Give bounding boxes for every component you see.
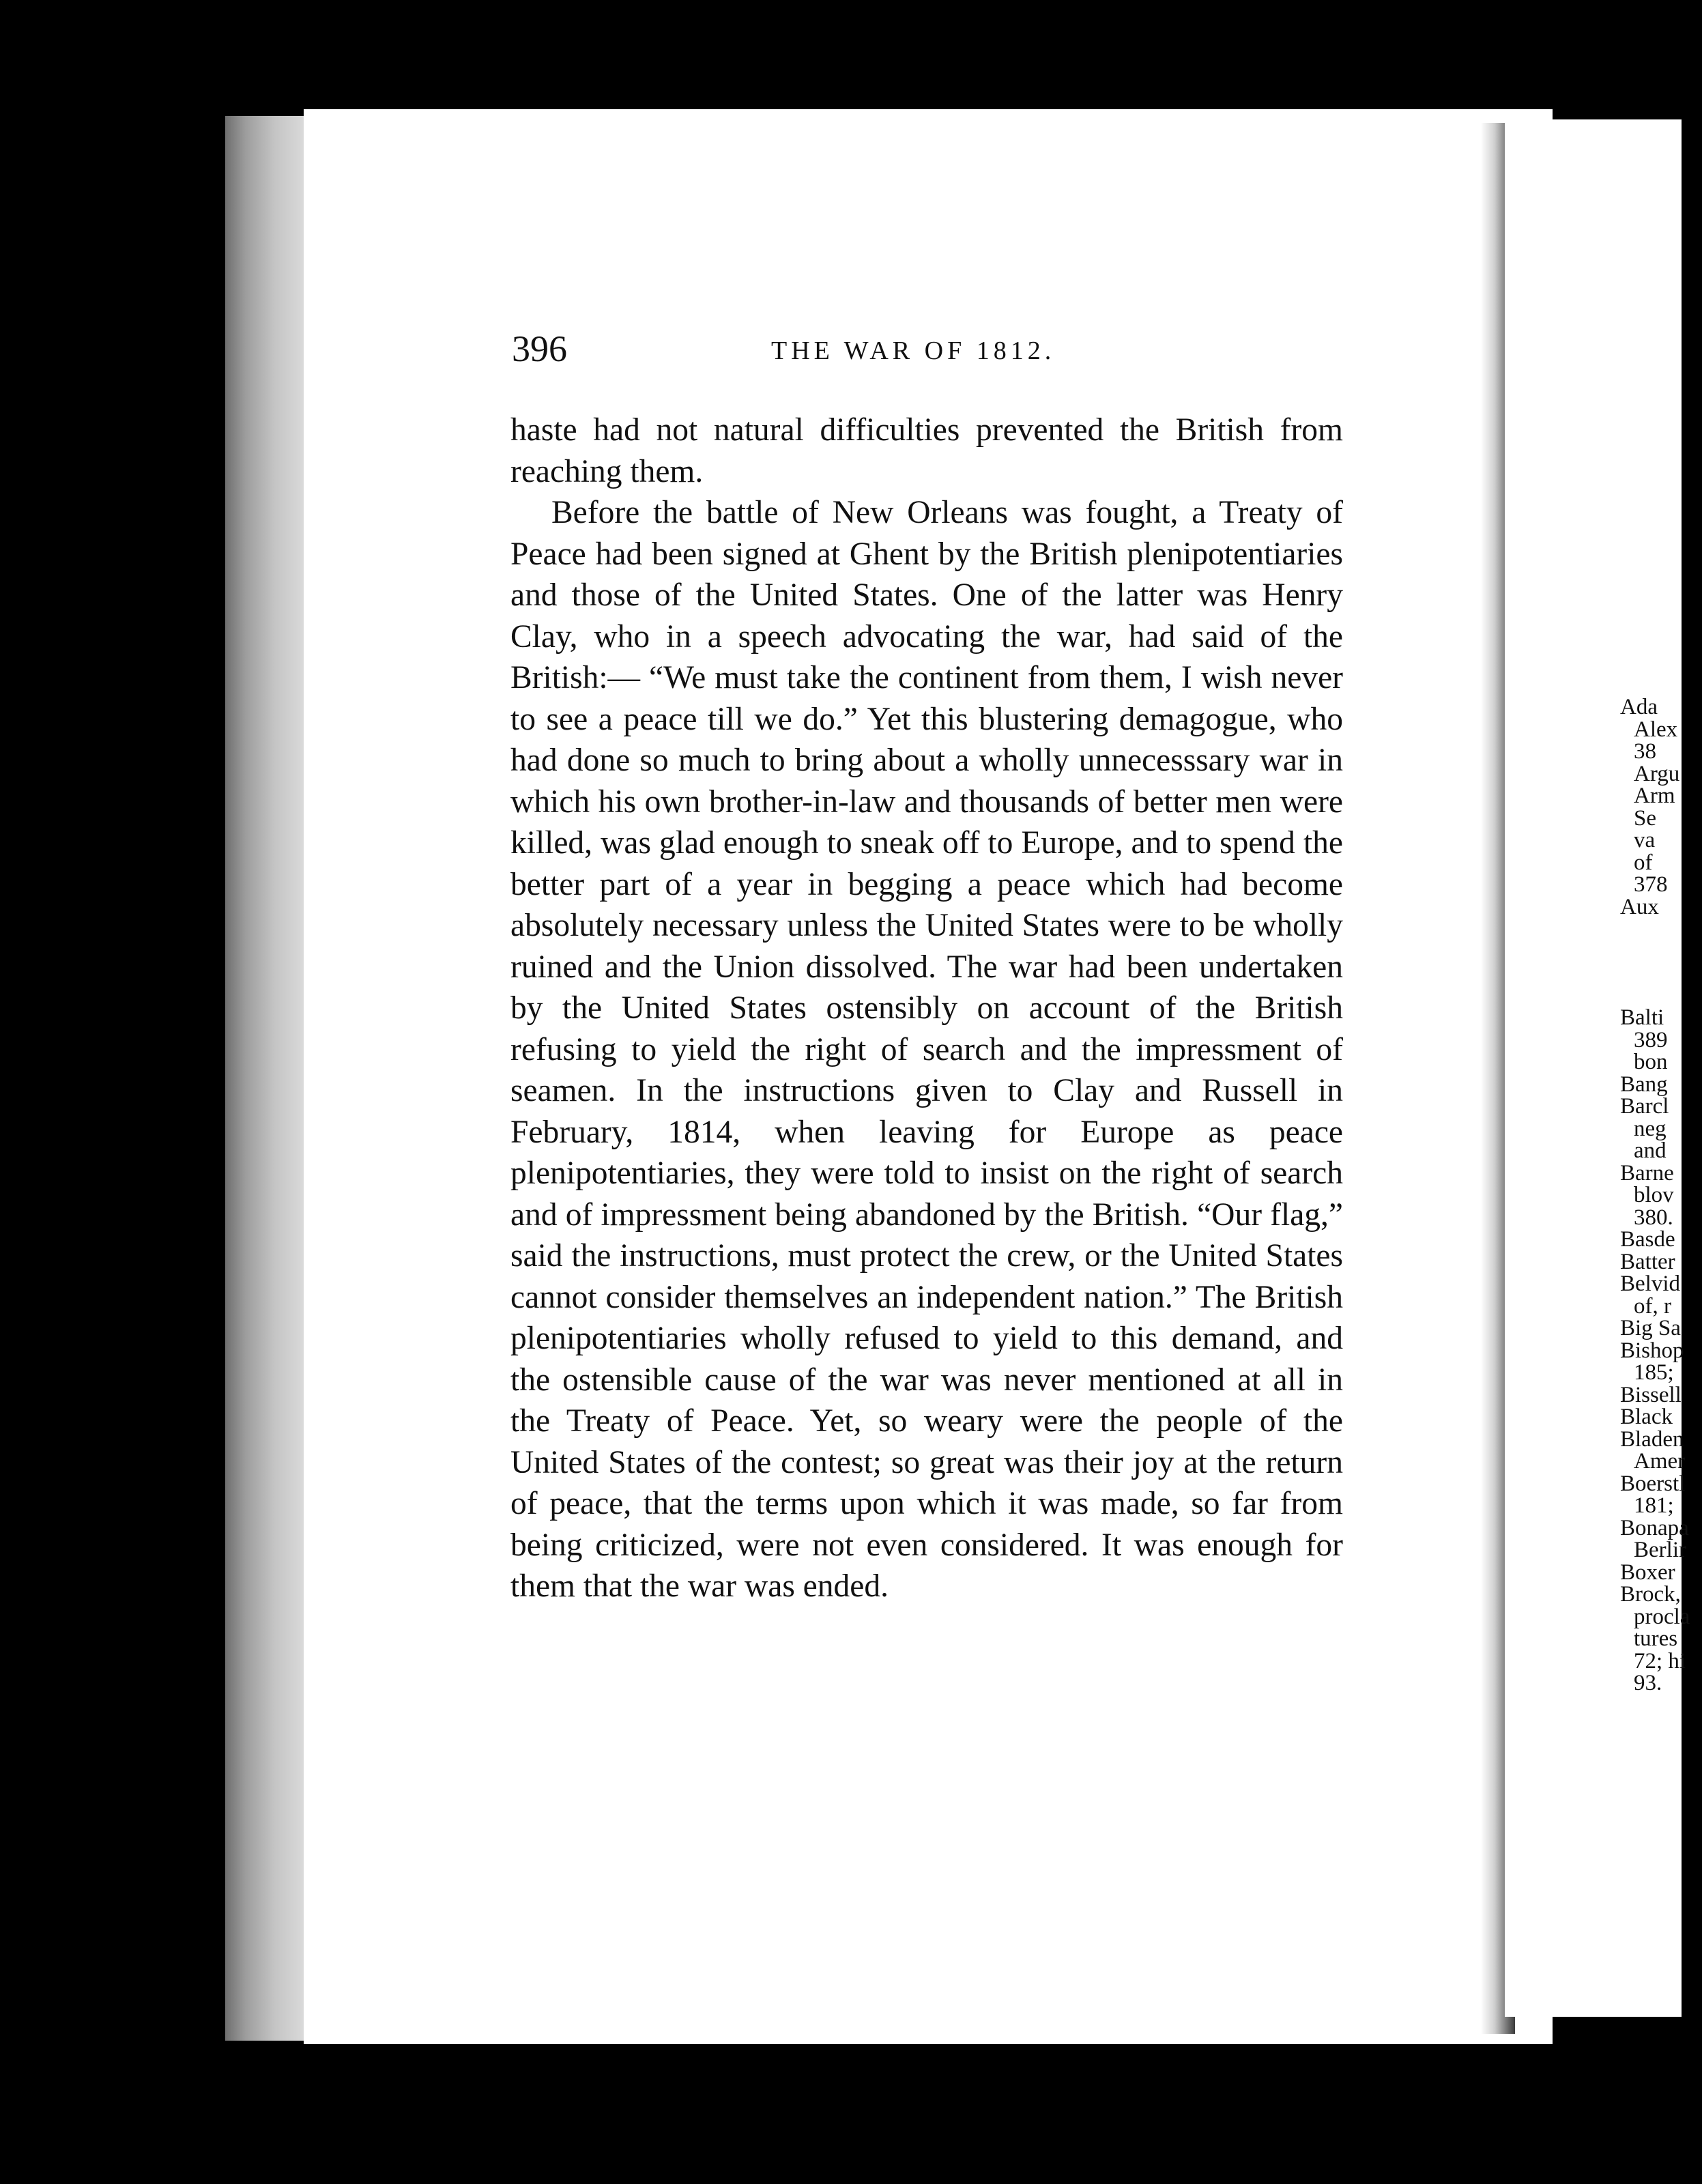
index-entry: of	[1634, 850, 1653, 875]
index-entry: Boerstl	[1620, 1471, 1686, 1496]
index-entry: Black	[1620, 1405, 1673, 1429]
index-entry: 185;	[1634, 1360, 1674, 1385]
index-entry: Aux	[1620, 894, 1659, 919]
index-entry: Basde	[1620, 1227, 1675, 1252]
index-entry: 72; hi	[1634, 1648, 1686, 1673]
index-entry: Belvid	[1620, 1271, 1680, 1296]
index-entry: va	[1634, 828, 1656, 852]
index-entry: 38	[1634, 739, 1656, 764]
index-entry: Bang	[1620, 1072, 1668, 1097]
index-entry: Arm	[1634, 784, 1675, 808]
index-entry: Bissell	[1620, 1382, 1682, 1407]
index-entry: Ada	[1620, 695, 1658, 719]
index-entry: Barcl	[1620, 1094, 1669, 1119]
index-entry: Big Sa	[1620, 1316, 1681, 1340]
index-entry: Amer	[1634, 1449, 1686, 1474]
paragraph-2: Before the battle of New Orleans was fought, a Treaty of Peace had been signed at Ghent by the British plenipotentiaries and those of the United States. One of the latter was Henry Clay, who in a speech advocating the war, had said of the British:— “We must take the continent from them, I wish never to see a peace till we do.” Yet this blustering demagogue, who had done so much to bring about a wholly unnecesssary war in which his own brother-in-law and thousands of better men were killed, was glad enough to sneak off to Europe, and to spend the better part of a year in begging a peace which had become absolutely necessary unless the United States were to be wholly ruined and the Union dissolved. The war had been undertaken by the United States ostensibly on account of the British refusing to yield the right of search and the impressment of seamen. In the instructions given to Clay and Russell in February, 1814, when leaving for Europe as peace plenipotentiaries, they were told to insist on the right of search and of impressment being abandoned by the British. “Our flag,” said the instructions, must protect the crew, or the United States cannot consider themselves an independent nation.” The British plenipotentiaries wholly refused to yield to this demand, and the ostensible cause of the war was never mentioned at all in the Treaty of Peace. Yet, so weary were the people of the United States of the contest; so great was their joy at the return of peace, that the terms upon which it was made, so far from being criticized, were not even considered. It was enough for them that the war was ended.	[510, 495, 1343, 1604]
running-title: THE WAR OF 1812.	[771, 336, 1056, 365]
paragraph-1: haste had not natural difficulties prevented the British from reaching them.	[510, 412, 1343, 489]
index-entry: 378	[1634, 872, 1668, 897]
index-gap	[1620, 962, 1702, 1007]
index-entry: 389	[1634, 1027, 1668, 1052]
body-text	[510, 410, 1343, 1607]
index-entry: Brock,	[1620, 1582, 1681, 1607]
index-entry: blov	[1634, 1183, 1674, 1207]
page-edge	[225, 116, 307, 2041]
index-gap	[1620, 918, 1702, 962]
index-entry: Argu	[1634, 761, 1680, 786]
index-entry: Batter	[1620, 1249, 1675, 1274]
page-header	[512, 328, 1338, 375]
index-entry: bon	[1634, 1050, 1668, 1074]
index-entry: of, r	[1634, 1293, 1671, 1319]
index-entry: tures	[1634, 1626, 1678, 1651]
index-entry: procla	[1634, 1604, 1690, 1629]
index-entry: Alex	[1634, 717, 1678, 742]
index-column-fragment	[1620, 696, 1702, 1695]
index-entry: 93.	[1634, 1671, 1662, 1695]
index-entry: Se	[1634, 805, 1656, 831]
index-entry: Berlir	[1634, 1538, 1686, 1562]
page-number: 396	[512, 328, 567, 369]
index-entry: Bladen	[1620, 1426, 1684, 1452]
index-entry: 380.	[1634, 1205, 1673, 1230]
index-entry: Balti	[1620, 1005, 1664, 1030]
index-entry: Barne	[1620, 1160, 1674, 1186]
index-entry: 181;	[1634, 1493, 1674, 1518]
index-entry: Bonapa	[1620, 1515, 1689, 1540]
index-entry: Boxer	[1620, 1560, 1675, 1585]
index-entry: Bishop	[1620, 1338, 1684, 1363]
index-entry: and	[1634, 1138, 1667, 1163]
index-entry: neg	[1634, 1116, 1667, 1141]
